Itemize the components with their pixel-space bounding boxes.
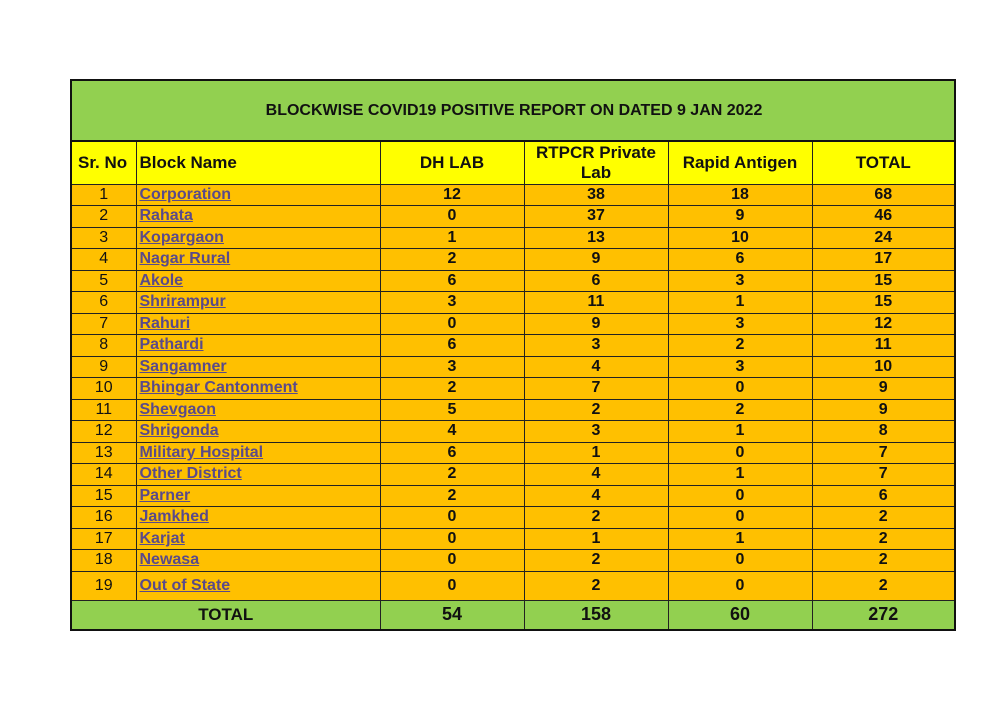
row-block-name: Akole bbox=[136, 270, 380, 292]
header-sr-no: Sr. No bbox=[72, 142, 136, 184]
table-row bbox=[72, 399, 954, 421]
row-sr-no: 6 bbox=[72, 292, 136, 314]
table-row bbox=[72, 206, 954, 228]
row-rtpcr: 38 bbox=[524, 184, 668, 206]
row-sr-no: 14 bbox=[72, 464, 136, 486]
row-rapid-antigen: 0 bbox=[668, 507, 812, 529]
row-block-name: Jamkhed bbox=[136, 507, 380, 529]
row-block-name: Corporation bbox=[136, 184, 380, 206]
row-dh-lab: 2 bbox=[380, 378, 524, 400]
row-rapid-antigen: 0 bbox=[668, 378, 812, 400]
row-block-name: Karjat bbox=[136, 528, 380, 550]
row-block-name: Kopargaon bbox=[136, 227, 380, 249]
row-block-name: Other District bbox=[136, 464, 380, 486]
row-sr-no: 10 bbox=[72, 378, 136, 400]
row-sr-no: 17 bbox=[72, 528, 136, 550]
row-sr-no: 18 bbox=[72, 550, 136, 572]
row-block-name: Shevgaon bbox=[136, 399, 380, 421]
row-dh-lab: 2 bbox=[380, 249, 524, 271]
row-rapid-antigen: 0 bbox=[668, 571, 812, 600]
row-dh-lab: 12 bbox=[380, 184, 524, 206]
row-block-name: Rahata bbox=[136, 206, 380, 228]
row-sr-no: 19 bbox=[72, 571, 136, 600]
row-total: 17 bbox=[812, 249, 954, 271]
row-dh-lab: 6 bbox=[380, 442, 524, 464]
row-sr-no: 4 bbox=[72, 249, 136, 271]
row-sr-no: 5 bbox=[72, 270, 136, 292]
report-grid bbox=[72, 142, 954, 629]
row-dh-lab: 5 bbox=[380, 399, 524, 421]
row-rapid-antigen: 3 bbox=[668, 313, 812, 335]
header-rtpcr: RTPCR Private Lab bbox=[524, 142, 668, 184]
table-row bbox=[72, 270, 954, 292]
row-dh-lab: 6 bbox=[380, 270, 524, 292]
row-rapid-antigen: 9 bbox=[668, 206, 812, 228]
row-dh-lab: 3 bbox=[380, 292, 524, 314]
row-dh-lab: 4 bbox=[380, 421, 524, 443]
total-row bbox=[72, 600, 954, 629]
row-dh-lab: 3 bbox=[380, 356, 524, 378]
row-total: 2 bbox=[812, 528, 954, 550]
row-rtpcr: 1 bbox=[524, 442, 668, 464]
total-dh-lab: 54 bbox=[380, 600, 524, 629]
header-dh-lab: DH LAB bbox=[380, 142, 524, 184]
row-rapid-antigen: 3 bbox=[668, 356, 812, 378]
row-rapid-antigen: 18 bbox=[668, 184, 812, 206]
row-block-name: Newasa bbox=[136, 550, 380, 572]
row-rtpcr: 7 bbox=[524, 378, 668, 400]
row-rtpcr: 2 bbox=[524, 507, 668, 529]
covid-report-table bbox=[70, 79, 956, 631]
table-row bbox=[72, 249, 954, 271]
table-row bbox=[72, 313, 954, 335]
header-rapid-antigen: Rapid Antigen bbox=[668, 142, 812, 184]
row-sr-no: 13 bbox=[72, 442, 136, 464]
row-total: 2 bbox=[812, 507, 954, 529]
table-row bbox=[72, 421, 954, 443]
row-block-name: Shrigonda bbox=[136, 421, 380, 443]
total-rapid-antigen: 60 bbox=[668, 600, 812, 629]
row-rtpcr: 2 bbox=[524, 550, 668, 572]
row-sr-no: 2 bbox=[72, 206, 136, 228]
row-rtpcr: 11 bbox=[524, 292, 668, 314]
row-rtpcr: 4 bbox=[524, 485, 668, 507]
table-row bbox=[72, 528, 954, 550]
table-row bbox=[72, 378, 954, 400]
row-block-name: Out of State bbox=[136, 571, 380, 600]
row-dh-lab: 0 bbox=[380, 550, 524, 572]
row-block-name: Rahuri bbox=[136, 313, 380, 335]
row-rapid-antigen: 3 bbox=[668, 270, 812, 292]
row-rtpcr: 37 bbox=[524, 206, 668, 228]
row-sr-no: 1 bbox=[72, 184, 136, 206]
row-rapid-antigen: 2 bbox=[668, 335, 812, 357]
row-sr-no: 9 bbox=[72, 356, 136, 378]
row-rtpcr: 13 bbox=[524, 227, 668, 249]
table-body bbox=[72, 184, 954, 600]
row-rapid-antigen: 0 bbox=[668, 485, 812, 507]
table-row bbox=[72, 356, 954, 378]
row-block-name: Shrirampur bbox=[136, 292, 380, 314]
header-total: TOTAL bbox=[812, 142, 954, 184]
table-row bbox=[72, 442, 954, 464]
row-rtpcr: 3 bbox=[524, 335, 668, 357]
row-total: 2 bbox=[812, 550, 954, 572]
row-dh-lab: 2 bbox=[380, 485, 524, 507]
row-rtpcr: 4 bbox=[524, 356, 668, 378]
header-row bbox=[72, 142, 954, 184]
total-grand: 272 bbox=[812, 600, 954, 629]
row-sr-no: 7 bbox=[72, 313, 136, 335]
row-total: 2 bbox=[812, 571, 954, 600]
header-block-name: Block Name bbox=[136, 142, 380, 184]
row-total: 12 bbox=[812, 313, 954, 335]
row-sr-no: 11 bbox=[72, 399, 136, 421]
row-rapid-antigen: 6 bbox=[668, 249, 812, 271]
row-dh-lab: 0 bbox=[380, 313, 524, 335]
row-block-name: Nagar Rural bbox=[136, 249, 380, 271]
row-total: 8 bbox=[812, 421, 954, 443]
table-row bbox=[72, 335, 954, 357]
row-rtpcr: 9 bbox=[524, 313, 668, 335]
row-rtpcr: 1 bbox=[524, 528, 668, 550]
row-rapid-antigen: 1 bbox=[668, 464, 812, 486]
table-row bbox=[72, 507, 954, 529]
row-sr-no: 8 bbox=[72, 335, 136, 357]
row-total: 9 bbox=[812, 378, 954, 400]
table-row bbox=[72, 550, 954, 572]
total-label: TOTAL bbox=[72, 600, 380, 629]
row-rtpcr: 6 bbox=[524, 270, 668, 292]
row-dh-lab: 6 bbox=[380, 335, 524, 357]
row-block-name: Parner bbox=[136, 485, 380, 507]
row-dh-lab: 0 bbox=[380, 528, 524, 550]
row-total: 15 bbox=[812, 292, 954, 314]
row-rapid-antigen: 0 bbox=[668, 442, 812, 464]
row-total: 11 bbox=[812, 335, 954, 357]
row-total: 6 bbox=[812, 485, 954, 507]
total-rtpcr: 158 bbox=[524, 600, 668, 629]
table-row bbox=[72, 292, 954, 314]
row-rapid-antigen: 0 bbox=[668, 550, 812, 572]
row-block-name: Bhingar Cantonment bbox=[136, 378, 380, 400]
row-total: 15 bbox=[812, 270, 954, 292]
row-dh-lab: 0 bbox=[380, 571, 524, 600]
row-sr-no: 16 bbox=[72, 507, 136, 529]
row-rapid-antigen: 1 bbox=[668, 292, 812, 314]
row-rtpcr: 2 bbox=[524, 399, 668, 421]
row-total: 7 bbox=[812, 464, 954, 486]
row-block-name: Military Hospital bbox=[136, 442, 380, 464]
row-rapid-antigen: 2 bbox=[668, 399, 812, 421]
row-sr-no: 12 bbox=[72, 421, 136, 443]
row-sr-no: 3 bbox=[72, 227, 136, 249]
table-row bbox=[72, 184, 954, 206]
row-total: 24 bbox=[812, 227, 954, 249]
row-rapid-antigen: 1 bbox=[668, 528, 812, 550]
row-dh-lab: 0 bbox=[380, 507, 524, 529]
table-row bbox=[72, 485, 954, 507]
row-dh-lab: 2 bbox=[380, 464, 524, 486]
row-dh-lab: 1 bbox=[380, 227, 524, 249]
table-row bbox=[72, 571, 954, 600]
row-rtpcr: 2 bbox=[524, 571, 668, 600]
row-rapid-antigen: 10 bbox=[668, 227, 812, 249]
row-dh-lab: 0 bbox=[380, 206, 524, 228]
table-row bbox=[72, 227, 954, 249]
row-total: 9 bbox=[812, 399, 954, 421]
row-rtpcr: 9 bbox=[524, 249, 668, 271]
row-total: 7 bbox=[812, 442, 954, 464]
row-total: 10 bbox=[812, 356, 954, 378]
row-total: 46 bbox=[812, 206, 954, 228]
table-row bbox=[72, 464, 954, 486]
row-rtpcr: 3 bbox=[524, 421, 668, 443]
row-block-name: Sangamner bbox=[136, 356, 380, 378]
row-sr-no: 15 bbox=[72, 485, 136, 507]
row-rtpcr: 4 bbox=[524, 464, 668, 486]
row-total: 68 bbox=[812, 184, 954, 206]
report-title: BLOCKWISE COVID19 POSITIVE REPORT ON DATED 9 JAN 2022 bbox=[72, 81, 954, 142]
row-block-name: Pathardi bbox=[136, 335, 380, 357]
row-rapid-antigen: 1 bbox=[668, 421, 812, 443]
